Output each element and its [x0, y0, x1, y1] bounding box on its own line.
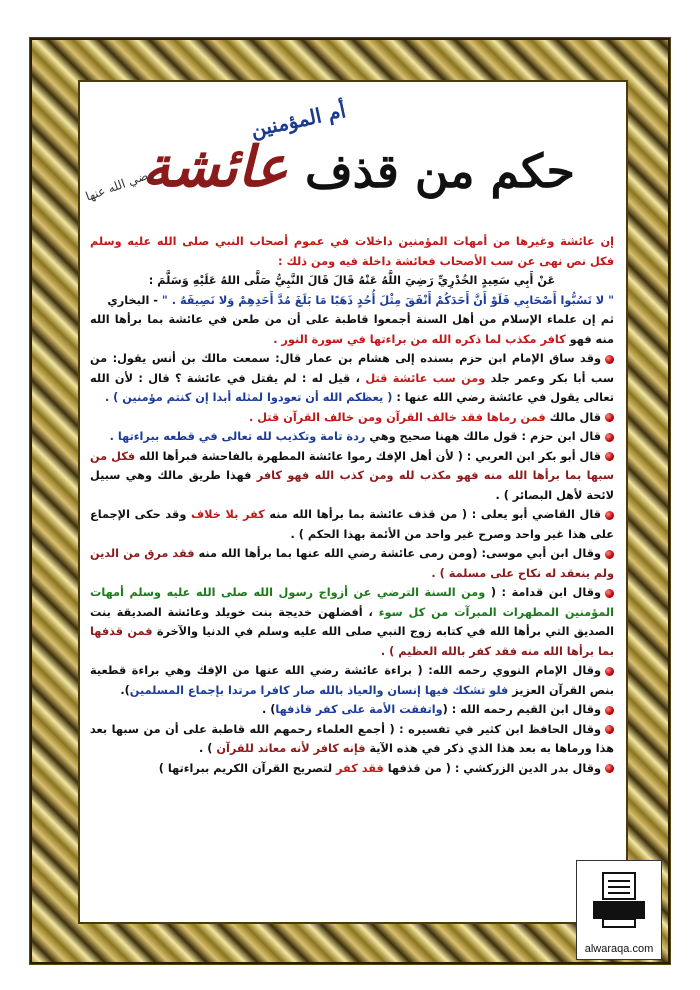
highlight-part: فإنه كافر لأنه معاند للقرآن — [216, 742, 366, 755]
text-part: ، أفضلهن خديجة بنت خويلد وعائشة الصديقة بنت الصديق التي برأها الله في كتابه زوج النبي صلى الله عليه وسلم في الدنيا والآخرة — [90, 605, 615, 638]
hadith-text: " لا تَسُبُّوا أَصْحَابِي فَلَوْ أَنَّ أَحَدَكُمْ أَنْفَقَ مِثْلَ أُحُدٍ ذَهَبًا مَا بَلَغَ مُدَّ أَحَدِهِمْ وَلا نَصِيفَهُ . " — [161, 293, 614, 307]
hadith-source: - البخاري — [107, 293, 158, 307]
printer-icon — [591, 871, 647, 931]
bullet-icon — [605, 452, 614, 461]
bullet-icon — [605, 413, 614, 422]
text-part: قال أبو بكر ابن العربي : ( لأن أهل الإفك رموا عائشة المطهرة بالفاحشة فبرأها الله — [139, 449, 602, 463]
logo-text: alwaraqa.com — [584, 943, 654, 955]
paragraph-nawawi — [90, 661, 614, 700]
bullet-icon — [605, 706, 614, 715]
paragraph-ibn-hazm-malik — [90, 349, 614, 408]
text-part: وقال الحافظ ابن كثير في تفسيره : ( أجمع العلماء رحمهم الله قاطبة على أن من سبها بعد هذا ورماها به بعد هذا الذي ذكر في هذه الآية — [90, 722, 614, 755]
text-part: قال ابن حزم : قول مالك ههنا صحيح وهي — [369, 430, 601, 443]
text-part: وقال الإمام النووي رحمه الله: ( براءة عائشة رضي الله عنها من الإفك وهي براءة قطعية بنص القرآن العزيز — [90, 664, 614, 697]
paragraph-ibn-hazm — [90, 427, 614, 447]
bullet-icon — [605, 433, 614, 442]
text-part: قال مالك — [549, 410, 601, 424]
bullet-icon — [605, 725, 614, 734]
text-part: فهذا طريق مالك وهي سبيل لائحة لأهل البصائر ) . — [90, 469, 614, 502]
title-main: حكم من قذف — [305, 144, 575, 198]
paragraph-ibn-qudama — [90, 583, 614, 661]
text-part: ). — [120, 683, 130, 697]
consensus-highlight: كافر مكذب لما ذكره الله من براءتها في سورة النور . — [273, 332, 566, 346]
text-part: ) . — [199, 742, 213, 755]
text-part: ) . — [261, 703, 276, 716]
title-radhi-allah-anha: رضي الله عنها — [83, 166, 156, 204]
paragraph-hadith — [90, 291, 614, 311]
paragraph-ibn-arabi — [90, 447, 614, 506]
site-logo[interactable] — [576, 860, 662, 960]
bullet-icon — [605, 667, 614, 676]
highlight-part: فمن قذفها بما برأها الله منه فقد كفر بالله العظيم ) . — [90, 625, 614, 658]
paragraph-ibn-qayyim — [90, 700, 614, 720]
text-part: وقال ابن أبي موسى: (ومن رمى عائشة رضي الله عنها بما برأها الله منه — [198, 547, 602, 560]
title-aisha: عائشة — [142, 134, 289, 200]
bullet-icon — [605, 764, 614, 773]
text-part: وقال ابن قدامة : ( — [490, 586, 602, 599]
paragraph-hadith-chain: عَنْ أَبِي سَعِيدٍ الخُدْرِيِّ رَضِيَ اللَّهُ عَنْهُ قَالَ قَالَ النَّبِيُّ صَلَّى اللهُ عَلَيْهِ وَسَلَّمَ : — [148, 274, 556, 287]
document-page — [80, 82, 624, 920]
highlight-part: ومن السنة الترضي عن أزواج رسول الله صلى الله عليه وسلم أمهات المؤمنين المطهرات المبرآت من كل سوء — [90, 586, 615, 619]
title-umm-almuminin: أم المؤمنين — [248, 98, 348, 142]
paragraph-consensus — [90, 310, 614, 349]
text-part: وقد ساق الإمام ابن حزم بسنده إلى هشام بن عمار قال: سمعت مالك بن أنس يقول: من سب أبا بكر وعمر جلد — [90, 352, 614, 385]
highlight-part: فمن رماها فقد خالف القرآن ومن خالف القرآن قتل . — [248, 410, 546, 424]
highlight-part: كفر بلا خلاف — [191, 508, 265, 521]
bullet-icon — [605, 589, 614, 598]
bullet-icon — [605, 550, 614, 559]
paragraph-malik — [90, 408, 614, 428]
quran-verse: ( يعظكم الله أن تعودوا لمثله أبدا إن كنتم مؤمنين ) . — [104, 391, 393, 404]
text-part: وقال ابن القيم رحمه الله : ( — [442, 703, 601, 716]
article-body — [90, 232, 614, 778]
text-part: وقد حكى الإجماع على هذا غير واحد وصرح غير واحد من الأئمة بهذا الحكم ) . — [90, 508, 614, 541]
title-header — [80, 82, 624, 232]
highlight-part: ومن سب عائشة قتل — [365, 371, 486, 385]
highlight-part: فقد كفر — [336, 761, 384, 775]
highlight-part: ردة تامة وتكذيب لله تعالى في قطعه ببراءتها . — [109, 430, 366, 443]
consensus-text: ثم إن علماء الإسلام من أهل السنة أجمعوا قاطبة على أن من طعن في عائشة بما برأها الله منه فهو — [90, 313, 614, 346]
highlight-part: واتفقت الأمة على كفر قاذفها — [275, 703, 443, 716]
highlight-part: فلو تشكك فيها إنسان والعياذ بالله صار كافرا مرتدا بإجماع المسلمين — [129, 683, 509, 697]
paragraph-zarkashi — [90, 759, 614, 779]
highlight-part: فقد مرق من الدين ولم ينعقد له نكاح على مسلمة ) . — [90, 547, 614, 580]
text-part: ، قيل له : لم يقتل في عائشة ؟ قال : لأن الله تعالى يقول في عائشة رضي الله عنها : — [90, 371, 614, 404]
paragraph-ibn-kathir — [90, 720, 614, 759]
text-part: لتصريح القرآن الكريم ببراءتها ) — [158, 761, 333, 775]
paragraph-intro: إن عائشة وغيرها من أمهات المؤمنين داخلات في عموم أصحاب النبي صلى الله عليه وسلم فكل نص نهى عن سب الأصحاب فعائشة داخلة فيه ومن ذلك : — [90, 235, 614, 268]
bullet-icon — [605, 355, 614, 364]
bullet-icon — [605, 511, 614, 520]
paragraph-abu-yala — [90, 505, 614, 544]
highlight-part: فكل من سبها بما برأها الله منه فهو مكذب لله ومن كذب الله فهو كافر — [90, 449, 614, 482]
text-part: قال القاضي أبو يعلى : ( من قذف عائشة بما برأها الله منه — [269, 508, 601, 521]
text-part: وقال بدر الدين الزركشي : ( من قذفها — [387, 761, 601, 775]
paragraph-ibn-abi-musa — [90, 544, 614, 583]
